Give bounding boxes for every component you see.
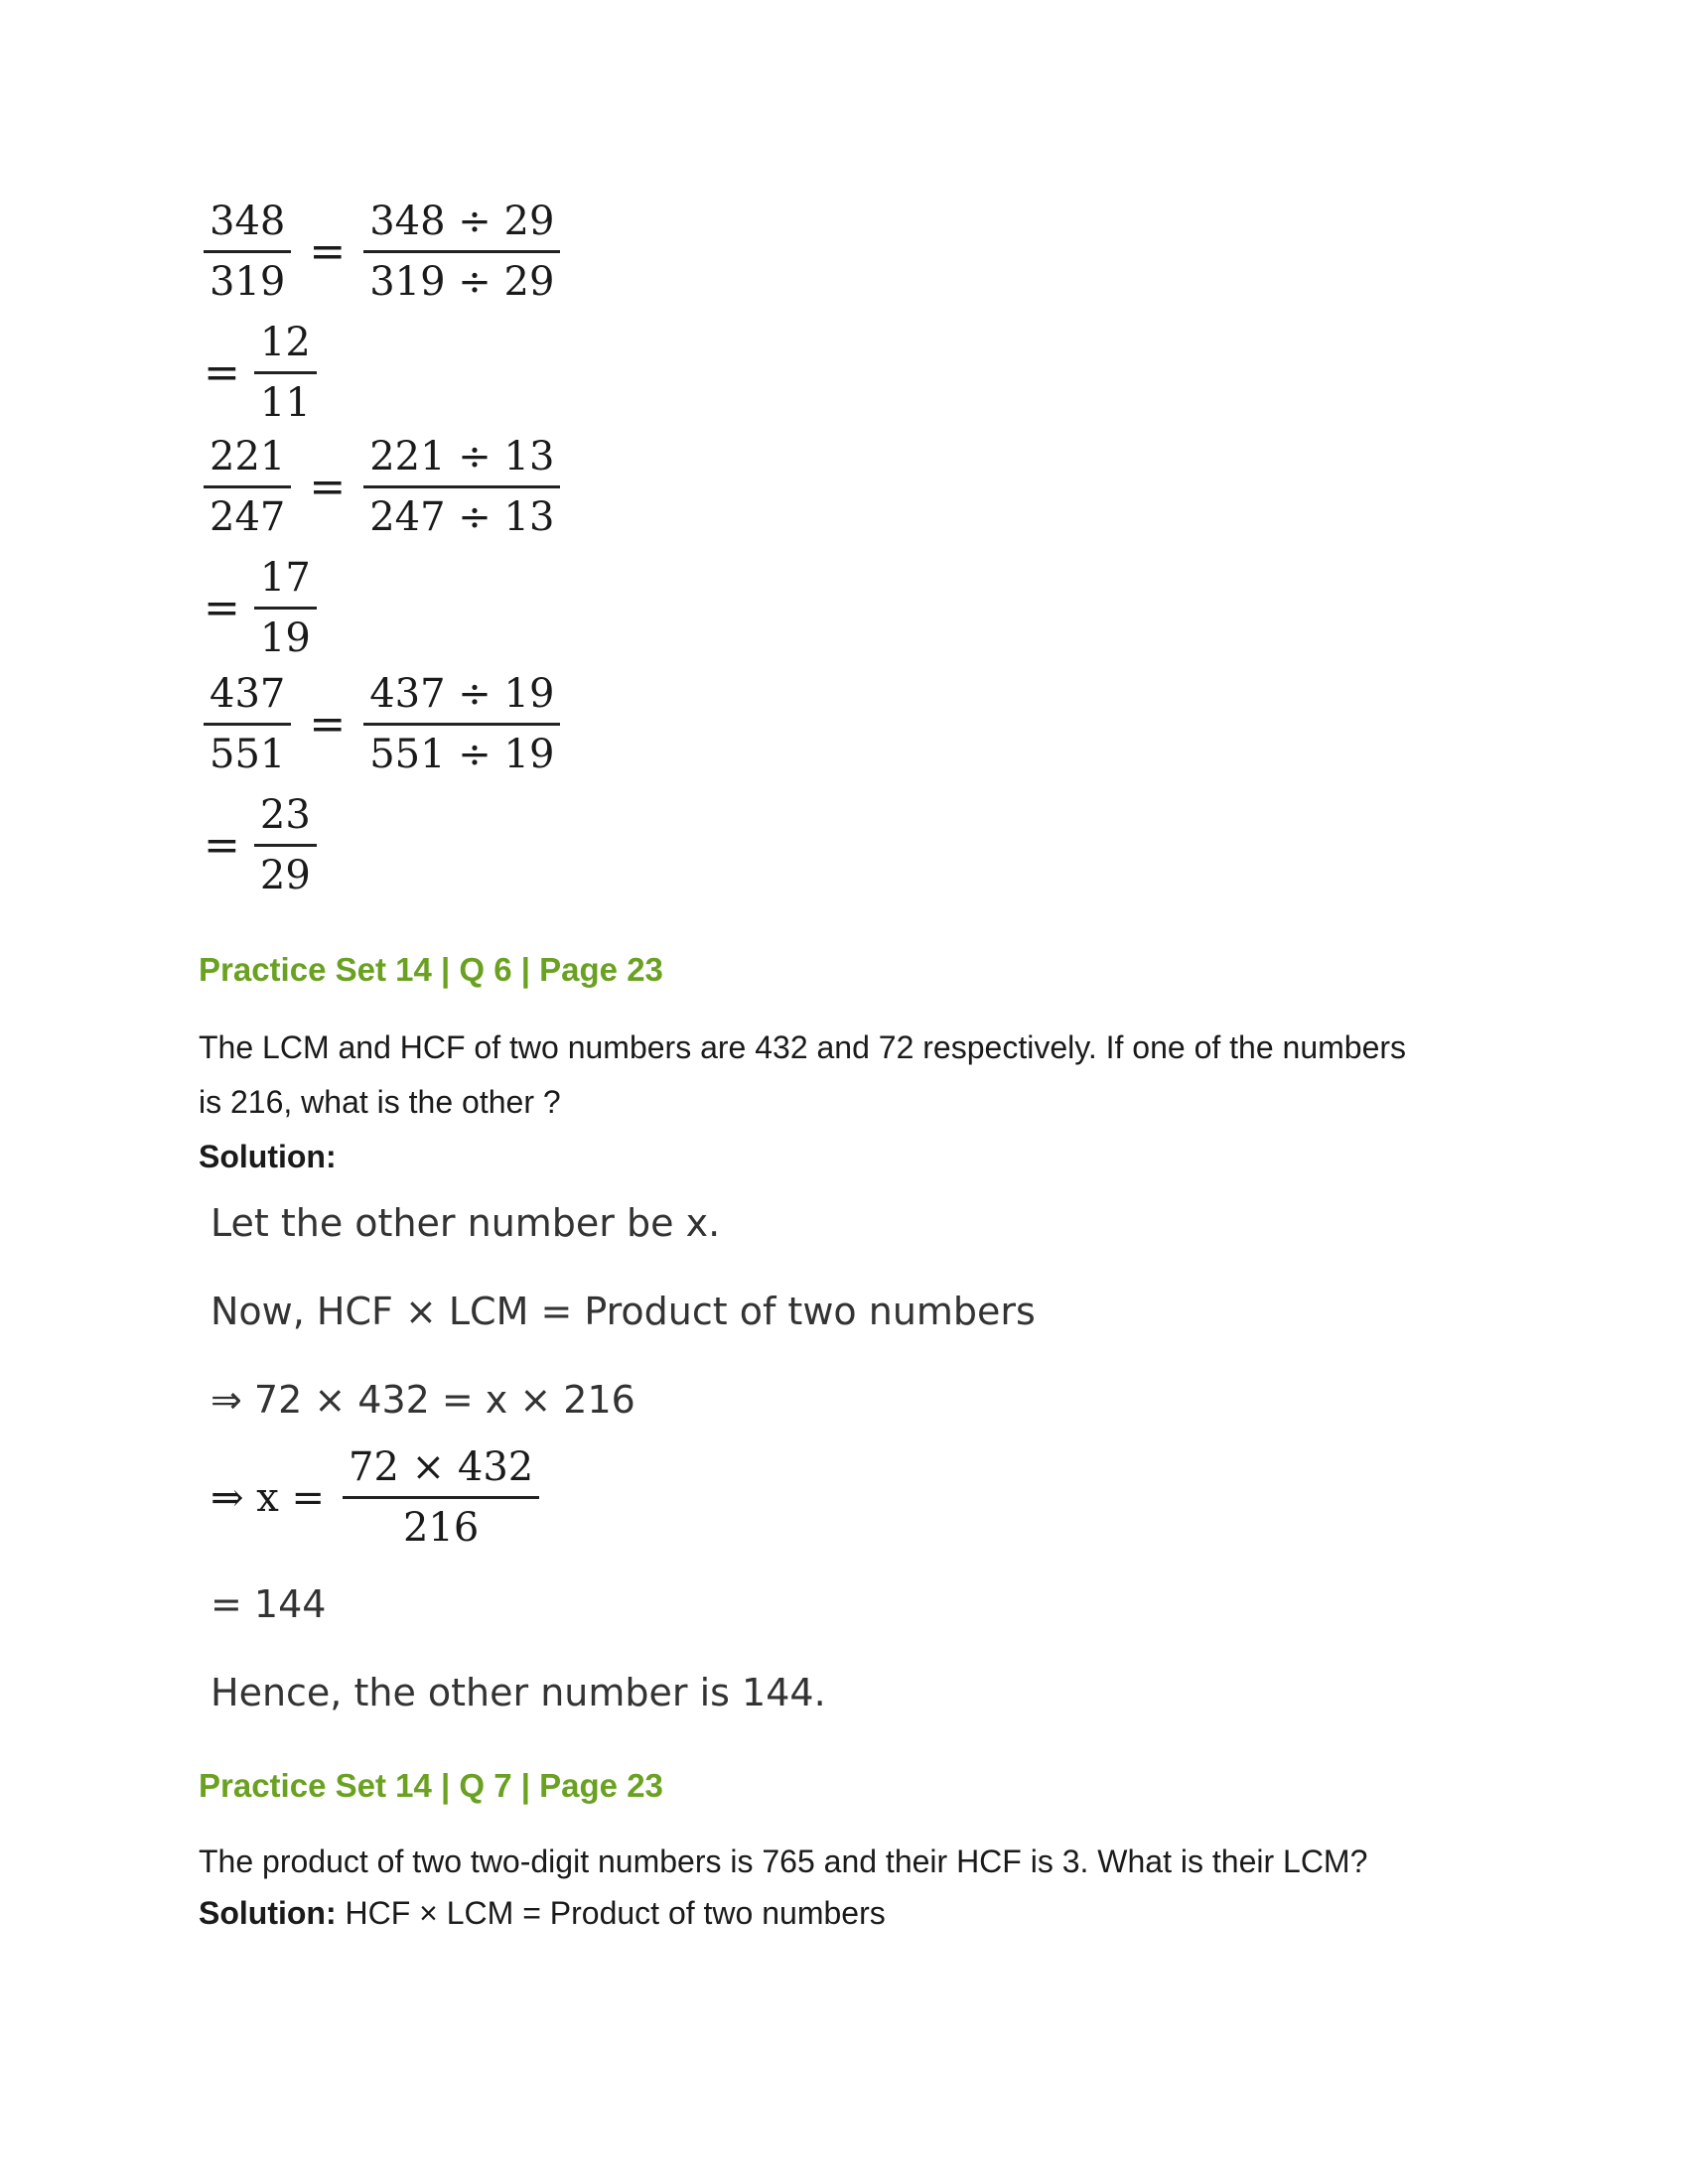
q6-question <box>199 1021 1509 1184</box>
denominator: 551 ÷ 19 <box>369 732 555 777</box>
result-12-11 <box>204 320 317 426</box>
q7-solution <box>199 1886 1509 1941</box>
fraction-bar <box>254 607 317 610</box>
fraction-bar <box>363 723 560 726</box>
equation-437-551 <box>204 671 560 777</box>
q6-step-4 <box>211 1444 539 1551</box>
numerator: 221 <box>210 434 286 479</box>
fraction <box>204 434 291 540</box>
fraction-bar <box>204 723 291 726</box>
q6-heading: Practice Set 14 | Q 6 | Page 23 <box>199 951 663 988</box>
numerator: 72 × 432 <box>349 1444 534 1490</box>
denominator: 216 <box>402 1505 480 1551</box>
q7-question: The product of two two-digit numbers is 765 and their HCF is 3. What is their LCM? <box>199 1843 1368 1879</box>
fraction <box>254 792 317 898</box>
fraction <box>204 199 291 305</box>
fraction-bar <box>363 250 560 253</box>
fraction-bar <box>204 250 291 253</box>
denominator: 247 ÷ 13 <box>369 494 555 540</box>
numerator: 221 ÷ 13 <box>369 434 555 479</box>
result-17-19 <box>204 555 317 661</box>
denominator: 247 <box>210 494 286 540</box>
denominator: 319 ÷ 29 <box>369 259 555 305</box>
q6-step-5: = 144 <box>211 1582 327 1626</box>
numerator: 12 <box>259 320 311 365</box>
fraction-bar <box>363 485 560 488</box>
denominator: 11 <box>259 380 311 426</box>
denominator: 551 <box>210 732 286 777</box>
denominator: 19 <box>259 615 311 661</box>
question-line: is 216, what is the other ? <box>199 1084 561 1120</box>
fraction <box>363 671 560 777</box>
q7-heading: Practice Set 14 | Q 7 | Page 23 <box>199 1767 663 1804</box>
numerator: 437 ÷ 19 <box>369 671 555 717</box>
equals-sign: = <box>204 583 240 633</box>
equals-sign: = <box>204 820 240 871</box>
fraction <box>204 671 291 777</box>
fraction <box>254 320 317 426</box>
q6-step-3: ⇒ 72 × 432 = x × 216 <box>211 1378 635 1422</box>
equals-sign: = <box>309 462 347 512</box>
fraction-bar <box>204 485 291 488</box>
fraction <box>363 434 560 540</box>
equals-sign: = <box>309 699 347 750</box>
q6-conclusion: Hence, the other number is 144. <box>211 1671 826 1714</box>
solution-label: Solution: <box>199 1139 337 1174</box>
equals-sign: = <box>309 226 347 277</box>
numerator: 17 <box>259 555 311 601</box>
fraction-bar <box>254 844 317 847</box>
equation-221-247 <box>204 434 560 540</box>
numerator: 348 <box>210 199 286 244</box>
fraction <box>254 555 317 661</box>
question-line: The LCM and HCF of two numbers are 432 and 72 respectively. If one of the numbers <box>199 1029 1407 1065</box>
x-equals: ⇒ x = <box>211 1474 326 1521</box>
equation-348-319 <box>204 199 560 305</box>
numerator: 348 ÷ 29 <box>369 199 555 244</box>
equals-sign: = <box>204 347 240 398</box>
numerator: 23 <box>259 792 311 838</box>
fraction <box>343 1444 539 1551</box>
fraction-bar <box>254 371 317 374</box>
q6-step-2: Now, HCF × LCM = Product of two numbers <box>211 1290 1036 1333</box>
fraction-bar <box>343 1496 539 1499</box>
result-23-29 <box>204 792 317 898</box>
denominator: 29 <box>259 853 311 898</box>
numerator: 437 <box>210 671 286 717</box>
fraction <box>363 199 560 305</box>
q6-step-1: Let the other number be x. <box>211 1201 721 1245</box>
solution-text: HCF × LCM = Product of two numbers <box>336 1895 886 1931</box>
solution-label: Solution: <box>199 1895 337 1931</box>
denominator: 319 <box>210 259 286 305</box>
